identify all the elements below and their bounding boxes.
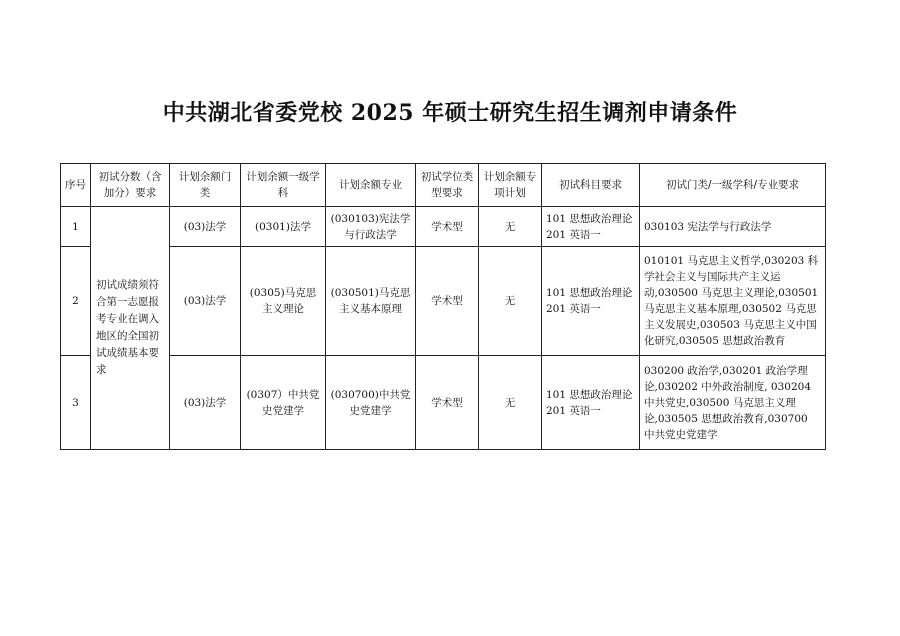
table-row	[61, 356, 826, 450]
cell-requirement: 030103 宪法学与行政法学	[640, 207, 826, 247]
cell-degree-type: 学术型	[416, 207, 479, 247]
cell-special-plan: 无	[479, 247, 542, 356]
cell-no: 2	[61, 247, 91, 356]
header-special-plan: 计划余额专项计划	[479, 164, 542, 207]
cell-no: 1	[61, 207, 91, 247]
cell-category: (03)法学	[170, 207, 241, 247]
header-category: 计划余额门类	[170, 164, 241, 207]
cell-major: (030700)中共党史党建学	[326, 356, 416, 450]
cell-requirement: 030200 政治学,030201 政治学理论,030202 中外政治制度, 030204 中共党史,030500 马克思主义理论,030505 思想政治教育,030700 中共党史党建学	[640, 356, 826, 450]
header-score-requirement: 初试分数（含加分）要求	[91, 164, 170, 207]
cell-discipline: (0301)法学	[241, 207, 326, 247]
cell-category: (03)法学	[170, 356, 241, 450]
header-subjects: 初试科目要求	[542, 164, 640, 207]
cell-subjects: 101 思想政治理论 201 英语一	[542, 356, 640, 450]
table-row	[61, 207, 826, 247]
header-discipline: 计划余额一级学科	[241, 164, 326, 207]
cell-special-plan: 无	[479, 207, 542, 247]
table-header-row	[61, 164, 826, 207]
cell-subjects: 101 思想政治理论 201 英语一	[542, 247, 640, 356]
cell-requirement: 010101 马克思主义哲学,030203 科学社会主义与国际共产主义运动,030500 马克思主义理论,030501 马克思主义基本原理,030502 马克思主义发展史,030503 马克思主义中国化研究,030505 思想政治教育	[640, 247, 826, 356]
document-title: 中共湖北省委党校 2025 年硕士研究生招生调剂申请条件	[162, 100, 738, 126]
cell-major: (030501)马克思主义基本原理	[326, 247, 416, 356]
cell-no: 3	[61, 356, 91, 450]
cell-discipline: (0305)马克思主义理论	[241, 247, 326, 356]
cell-score-requirement: 初试成绩须符合第一志愿报考专业在调入地区的全国初试成绩基本要求	[91, 207, 170, 450]
cell-major: (030103)宪法学与行政法学	[326, 207, 416, 247]
header-degree-type: 初试学位类型要求	[416, 164, 479, 207]
cell-category: (03)法学	[170, 247, 241, 356]
header-major: 计划余额专业	[326, 164, 416, 207]
cell-special-plan: 无	[479, 356, 542, 450]
adjustment-conditions-table	[60, 163, 826, 450]
header-no: 序号	[61, 164, 91, 207]
header-requirement: 初试门类/一级学科/专业要求	[640, 164, 826, 207]
cell-degree-type: 学术型	[416, 356, 479, 450]
cell-discipline: (0307）中共党史党建学	[241, 356, 326, 450]
cell-degree-type: 学术型	[416, 247, 479, 356]
table-row	[61, 247, 826, 356]
cell-subjects: 101 思想政治理论 201 英语一	[542, 207, 640, 247]
